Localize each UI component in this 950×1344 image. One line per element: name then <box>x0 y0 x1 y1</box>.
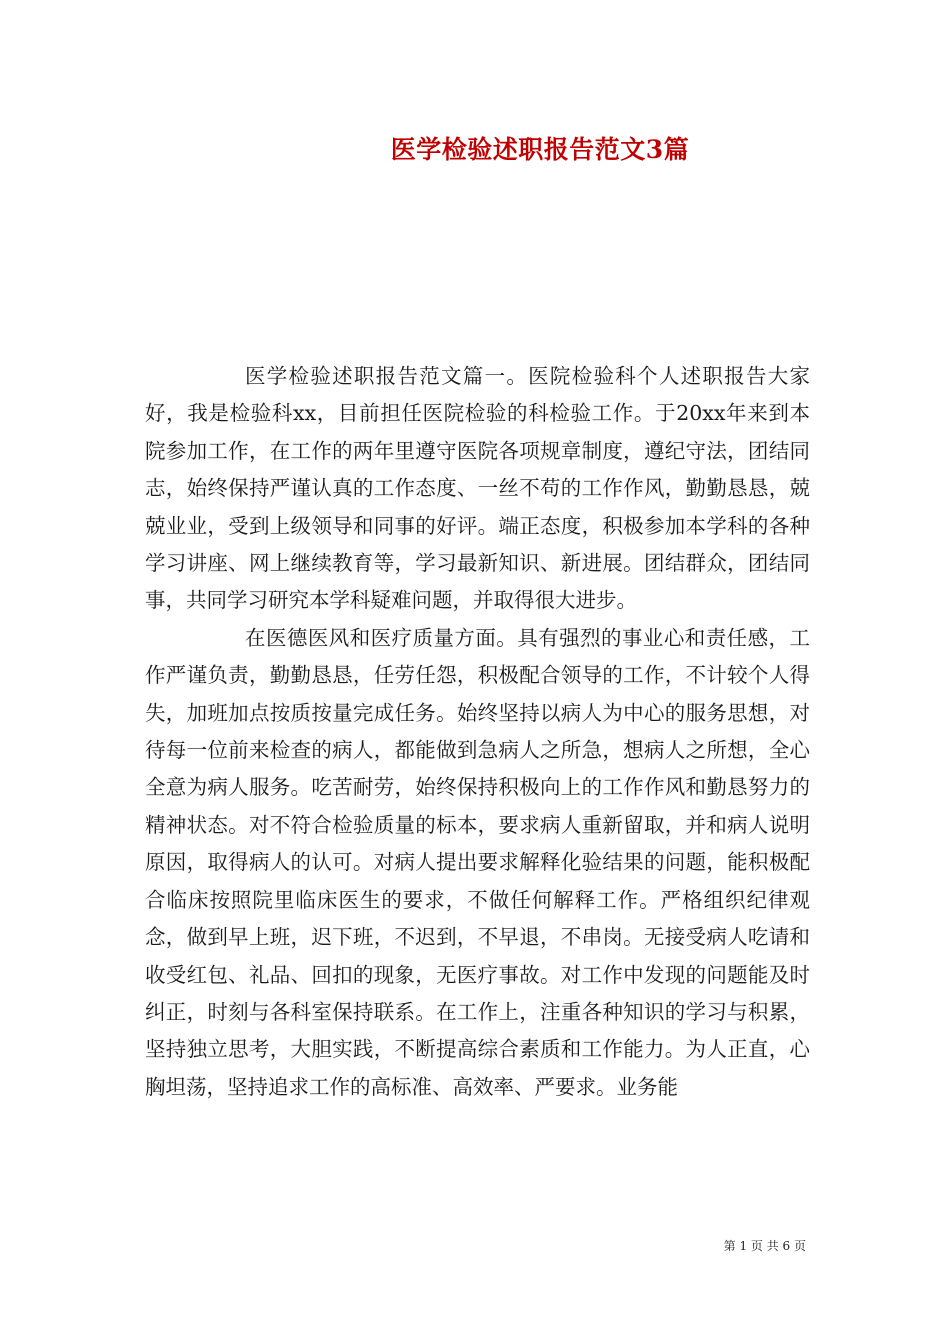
paragraph-1: 医学检验述职报告范文篇一。医院检验科个人述职报告大家好，我是检验科xx，目前担任医院检验的科检验工作。于20xx年来到本院参加工作，在工作的两年里遵守医院各项规章制度，遵纪守法，团结同志，始终保持严谨认真的工作态度、一丝不苟的工作作风，勤勤恳恳，兢兢业业，受到上级领导和同事的好评。端正态度，积极参加本学科的各种学习讲座、网上继续教育等，学习最新知识、新进展。团结群众，团结同事，共同学习研究本学科疑难问题，并取得很大进步。 <box>145 364 810 613</box>
paragraph-2: 在医德医风和医疗质量方面。具有强烈的事业心和责任感，工作严谨负责，勤勤恳恳，任劳任怨，积极配合领导的工作，不计较个人得失，加班加点按质按量完成任务。始终坚持以病人为中心的服务思想，对待每一位前来检查的病人，都能做到急病人之所急，想病人之所想，全心全意为病人服务。吃苦耐劳，始终保持积极向上的工作作风和勤恳努力的精神状态。对不符合检验质量的标本，要求病人重新留取，并和病人说明原因，取得病人的认可。对病人提出要求解释化验结果的问题，能积极配合临床按照院里临床医生的要求，不做任何解释工作。严格组织纪律观念，做到早上班，迟下班，不迟到，不早退，不串岗。无接受病人吃请和收受红包、礼品、回扣的现象，无医疗事故。对工作中发现的问题能及时纠正，时刻与各科室保持联系。在工作上，注重各种知识的学习与积累，坚持独立思考，大胆实践，不断提高综合素质和工作能力。为人正直，心胸坦荡，坚持追求工作的高标准、高效率、严要求。业务能 <box>145 625 810 1099</box>
document-body <box>145 358 810 1106</box>
document-title: 医学检验述职报告范文3篇 <box>390 135 690 164</box>
page-number: 第 1 页 共 6 页 <box>723 1239 806 1253</box>
